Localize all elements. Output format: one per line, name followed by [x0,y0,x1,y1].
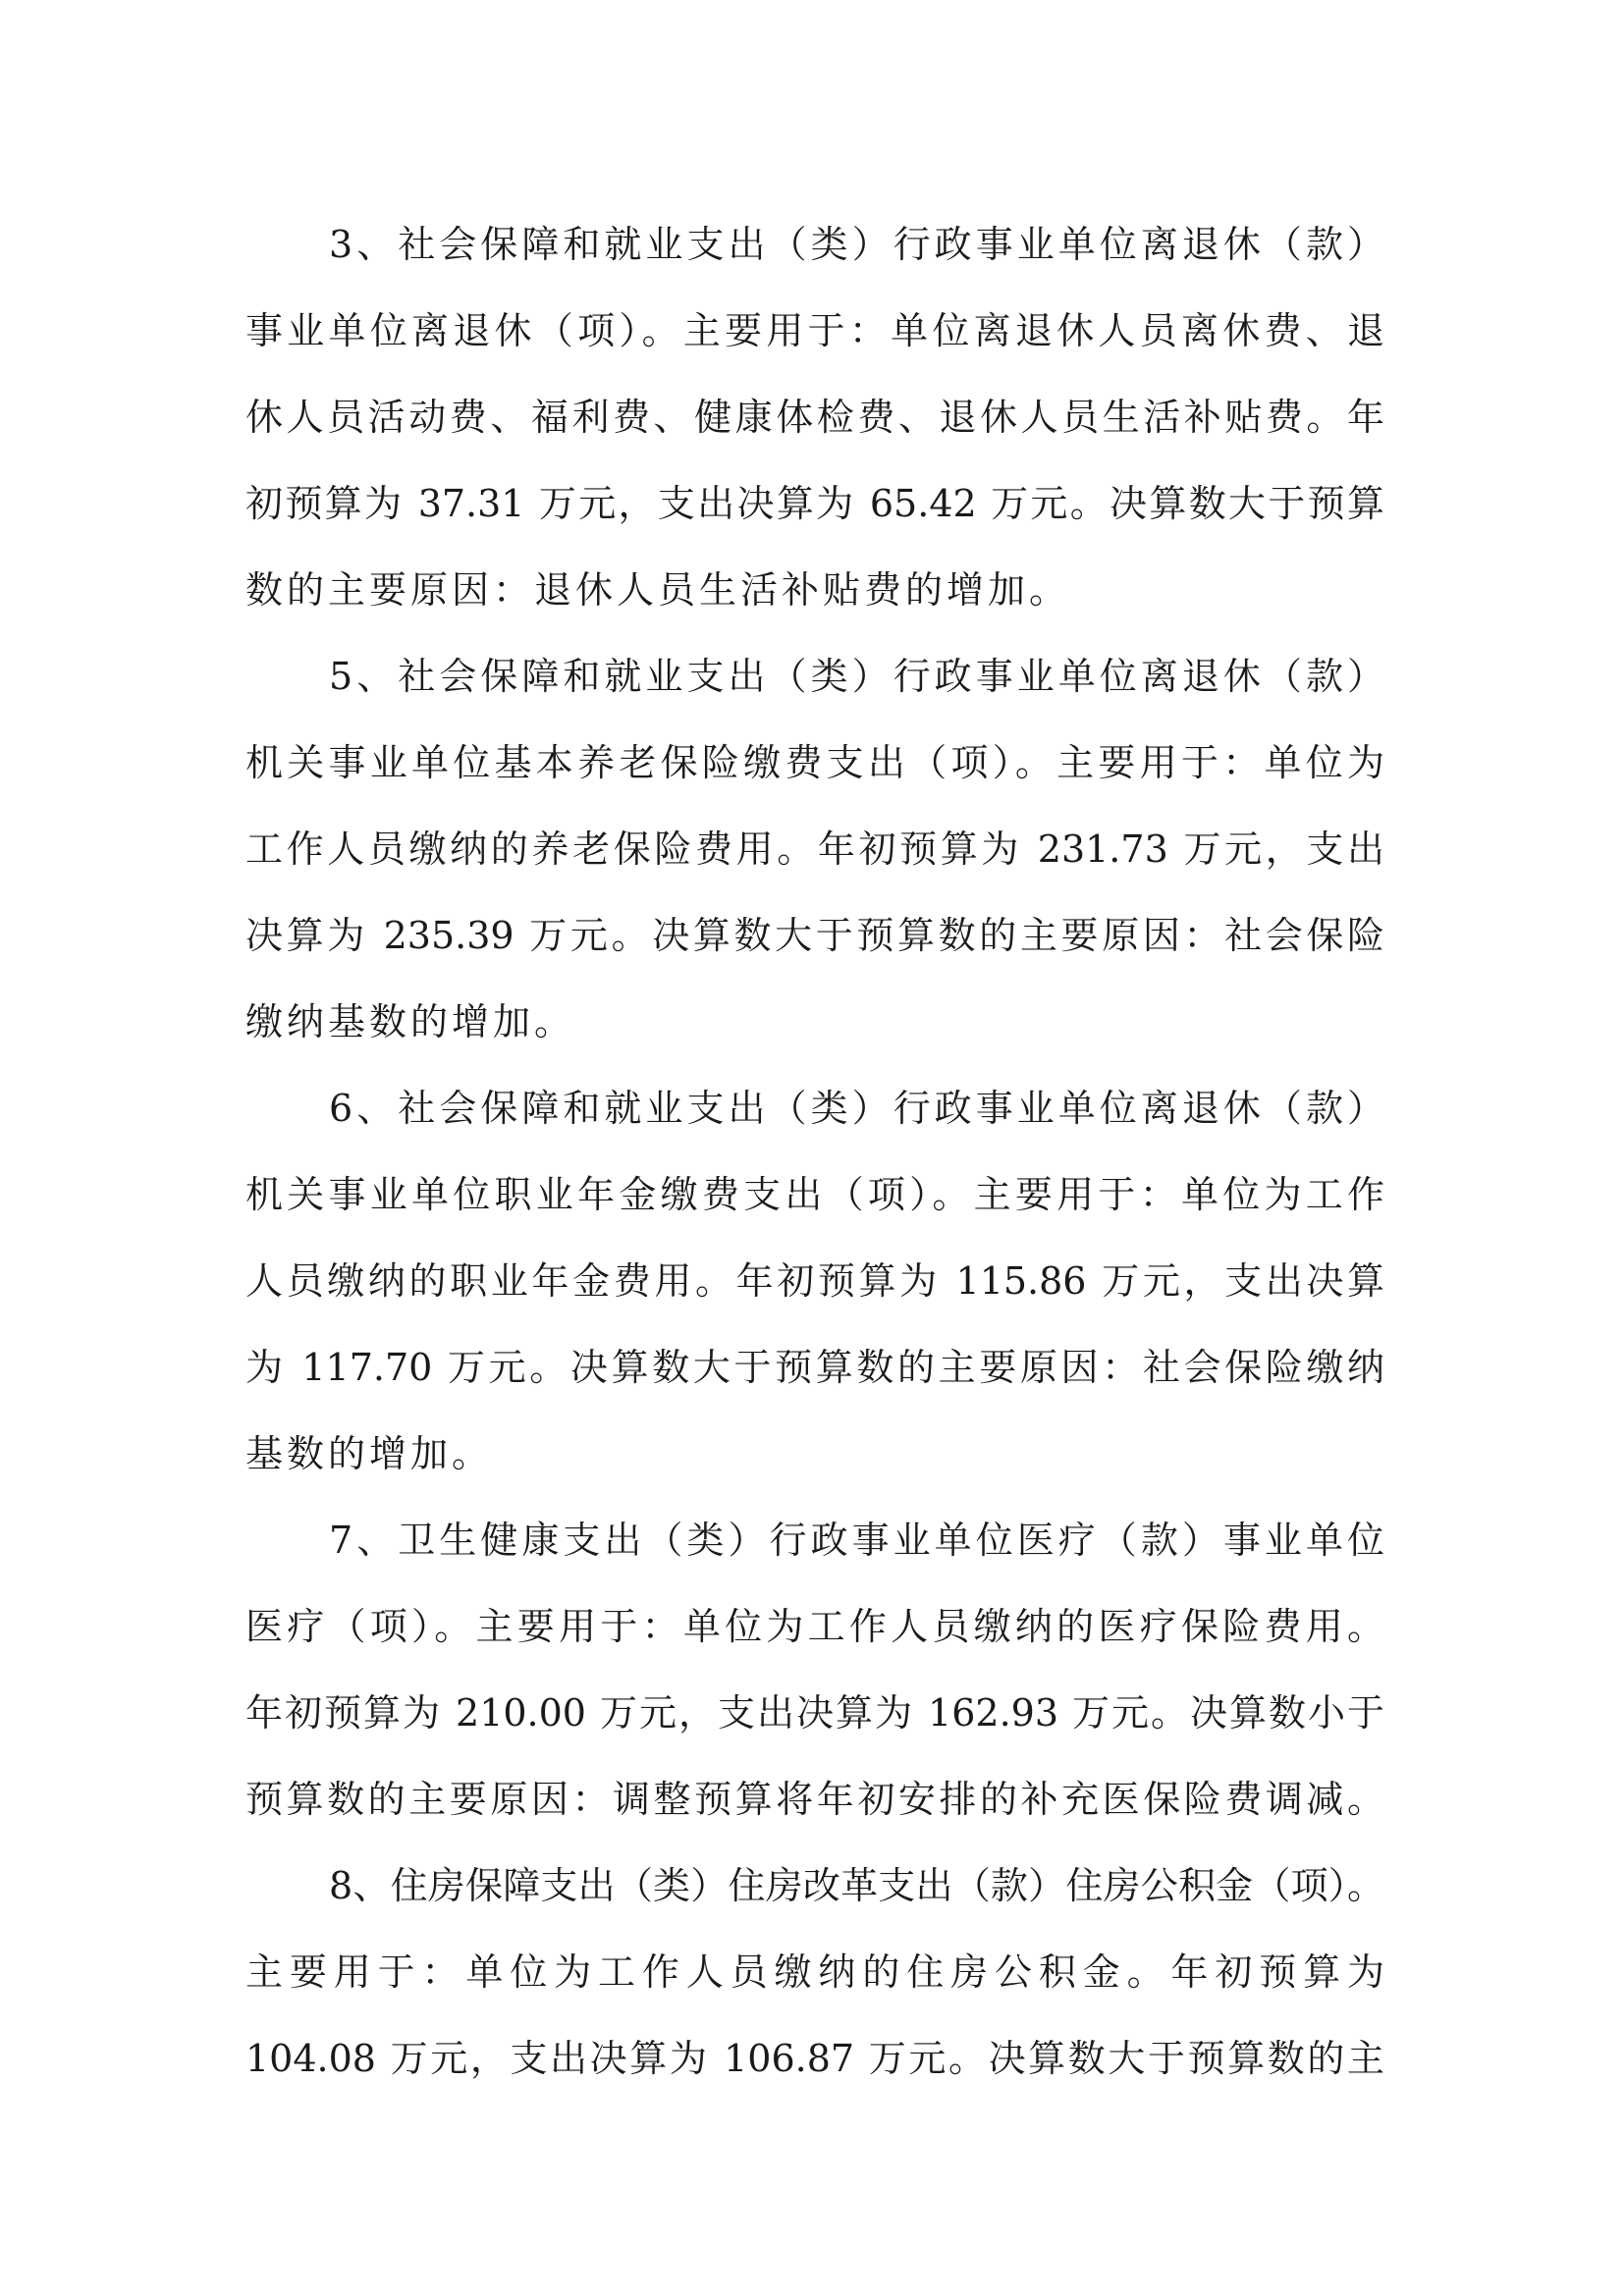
paragraph-line: 预算数的主要原因：调整预算将年初安排的补充医保险费调减。 [245,1778,1384,1821]
paragraph-line: 为 117.70 万元。决算数大于预算数的主要原因：社会保险缴纳 [245,1346,1384,1389]
paragraph-line: 3、社会保障和就业支出（类）行政事业单位离退休（款） [329,223,1384,266]
paragraph-line: 休人员活动费、福利费、健康体检费、退休人员生活补贴费。年 [245,396,1384,439]
paragraph-item-6 [245,1065,1384,1497]
paragraph-line: 基数的增加。 [245,1432,494,1475]
paragraph-line: 6、社会保障和就业支出（类）行政事业单位离退休（款） [329,1087,1384,1130]
paragraph-line: 事业单位离退休（项）。主要用于：单位离退休人员离休费、退 [245,309,1384,352]
paragraph-line: 初预算为 37.31 万元，支出决算为 65.42 万元。决算数大于预算 [245,482,1384,525]
paragraph-line: 104.08 万元，支出决算为 106.87 万元。决算数大于预算数的主 [245,2037,1384,2080]
paragraph-line: 年初预算为 210.00 万元，支出决算为 162.93 万元。决算数小于 [245,1691,1384,1735]
paragraph-line: 主要用于：单位为工作人员缴纳的住房公积金。年初预算为 [245,1950,1384,1994]
paragraph-line: 5、社会保障和就业支出（类）行政事业单位离退休（款） [329,655,1384,698]
paragraph-line: 机关事业单位职业年金缴费支出（项）。主要用于：单位为工作 [245,1173,1384,1216]
paragraph-line: 缴纳基数的增加。 [245,1000,576,1043]
paragraph-item-5 [245,633,1384,1065]
paragraph-line: 人员缴纳的职业年金费用。年初预算为 115.86 万元，支出决算 [245,1259,1384,1303]
document-body [245,201,1384,2102]
paragraph-line: 数的主要原因：退休人员生活补贴费的增加。 [245,568,1071,612]
paragraph-line: 决算为 235.39 万元。决算数大于预算数的主要原因：社会保险 [245,914,1384,957]
paragraph-line: 工作人员缴纳的养老保险费用。年初预算为 231.73 万元，支出 [245,828,1384,871]
paragraph-item-3 [245,201,1384,633]
paragraph-line: 8、住房保障支出（类）住房改革支出（款）住房公积金（项）。 [329,1864,1384,1907]
paragraph-line: 医疗（项）。主要用于：单位为工作人员缴纳的医疗保险费用。 [245,1605,1384,1648]
paragraph-item-7 [245,1497,1384,1842]
paragraph-line: 7、卫生健康支出（类）行政事业单位医疗（款）事业单位 [329,1519,1384,1562]
paragraph-item-8 [245,1842,1384,2102]
paragraph-line: 机关事业单位基本养老保险缴费支出（项）。主要用于：单位为 [245,741,1384,784]
